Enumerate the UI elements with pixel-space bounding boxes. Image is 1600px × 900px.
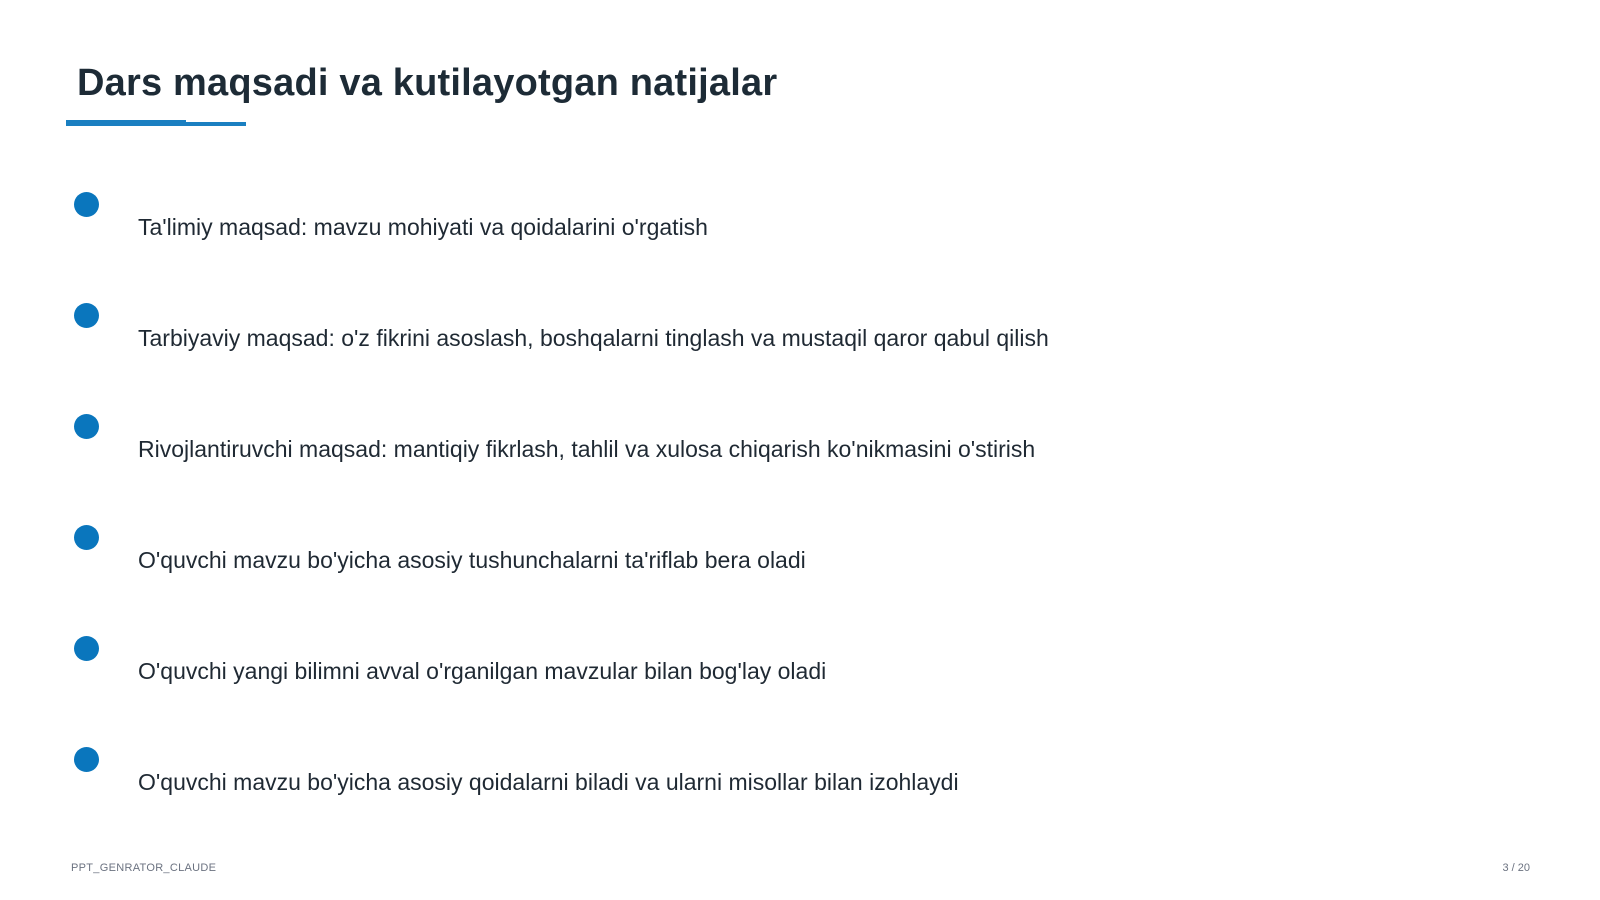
bullet-text: Rivojlantiruvchi maqsad: mantiqiy fikrlash, tahlil va xulosa chiqarish ko'nikmasini o'stirish [138, 436, 1036, 462]
bullet-item [0, 192, 1500, 252]
bullet-dot-icon [74, 525, 99, 550]
bullet-item [0, 636, 1500, 696]
footer-source: PPT_GENRATOR_CLAUDE [71, 862, 217, 874]
bullet-item [0, 747, 1500, 807]
bullet-item [0, 414, 1500, 474]
page-indicator: 3 / 20 [1502, 862, 1530, 874]
bullet-dot-icon [74, 747, 99, 772]
slide-title: Dars maqsadi va kutilayotgan natijalar [77, 62, 778, 104]
bullet-text: O'quvchi mavzu bo'yicha asosiy tushunchalarni ta'riflab bera oladi [138, 547, 806, 573]
title-underline [66, 122, 246, 126]
bullet-item [0, 525, 1500, 585]
bullet-dot-icon [74, 303, 99, 328]
bullet-dot-icon [74, 636, 99, 661]
bullet-text: O'quvchi mavzu bo'yicha asosiy qoidalarni biladi va ularni misollar bilan izohlaydi [138, 769, 959, 795]
bullet-text: Tarbiyaviy maqsad: o'z fikrini asoslash, boshqalarni tinglash va mustaqil qaror qabul qilish [138, 325, 1049, 351]
bullet-dot-icon [74, 192, 99, 217]
bullet-text: O'quvchi yangi bilimni avval o'rganilgan mavzular bilan bog'lay oladi [138, 658, 827, 684]
bullet-text: Ta'limiy maqsad: mavzu mohiyati va qoidalarini o'rgatish [138, 214, 708, 240]
bullet-dot-icon [74, 414, 99, 439]
bullet-item [0, 303, 1500, 363]
